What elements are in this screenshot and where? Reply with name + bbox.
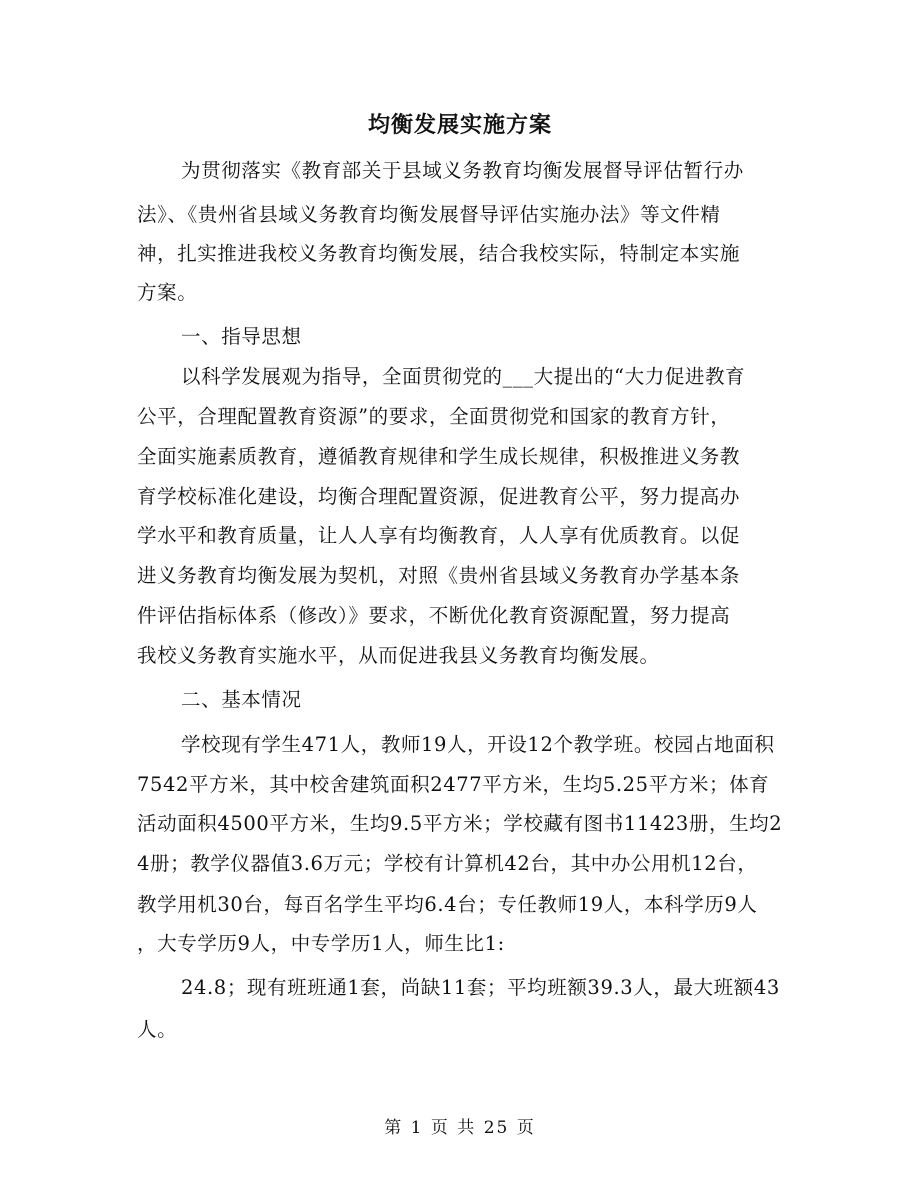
paragraph-line: 法》、《贵州省县域义务教育均衡发展督导评估实施办法》等文件精 (137, 203, 721, 226)
paragraph-line: 学水平和教育质量，让人人享有均衡教育，人人享有优质教育。以促 (137, 524, 741, 547)
paragraph-line: 件评估指标体系（修改）》要求，不断优化教育资源配置，努力提高 (137, 604, 731, 627)
paragraph-line: ，大专学历9人，中专学历1人，师生比1: (137, 932, 505, 955)
paragraph-line: 以科学发展观为指导，全面贯彻党的___大提出的“大力促进教育 (181, 365, 746, 388)
paragraph-line: 4册；教学仪器值3.6万元；学校有计算机42台，其中办公用机12台， (137, 852, 758, 875)
section-heading: 二、基本情况 (181, 688, 302, 711)
page-footer: 第 1 页 共 25 页 (384, 1118, 536, 1138)
document-title: 均衡发展实施方案 (367, 112, 552, 138)
paragraph-line: 7542平方米，其中校舍建筑面积2477平方米，生均5.25平方米；体育 (137, 773, 770, 796)
paragraph-line: 学校现有学生471人，教师19人，开设12个教学班。校园占地面积 (181, 733, 775, 756)
paragraph-line: 神，扎实推进我校义务教育均衡发展，结合我校实际，特制定本实施 (137, 242, 741, 265)
paragraph-line: 进义务教育均衡发展为契机，对照《贵州省县域义务教育办学基本条 (137, 564, 741, 587)
paragraph-line: 公平，合理配置教育资源”的要求，全面贯彻党和国家的教育方针， (137, 405, 731, 428)
paragraph-line: 育学校标准化建设，均衡合理配置资源，促进教育公平，努力提高办 (137, 485, 741, 508)
paragraph-line: 我校义务教育实施水平，从而促进我县义务教育均衡发展。 (137, 644, 660, 667)
paragraph-line: 教学用机30台，每百名学生平均6.4台；专任教师19人，本科学历9人 (137, 893, 758, 916)
paragraph-line: 为贯彻落实《教育部关于县域义务教育均衡发展督导评估暂行办 (181, 159, 744, 182)
section-heading: 一、指导思想 (181, 325, 302, 348)
paragraph-line: 全面实施素质教育，遵循教育规律和学生成长规律，积极推进义务教 (137, 445, 741, 468)
paragraph-line: 24.8；现有班班通1套，尚缺11套；平均班额39.3人，最大班额43 (181, 976, 780, 999)
paragraph-line: 活动面积4500平方米，生均9.5平方米；学校藏有图书11423册，生均2 (137, 812, 783, 835)
paragraph-line: 方案。 (137, 281, 198, 304)
paragraph-line: 人。 (137, 1018, 178, 1041)
